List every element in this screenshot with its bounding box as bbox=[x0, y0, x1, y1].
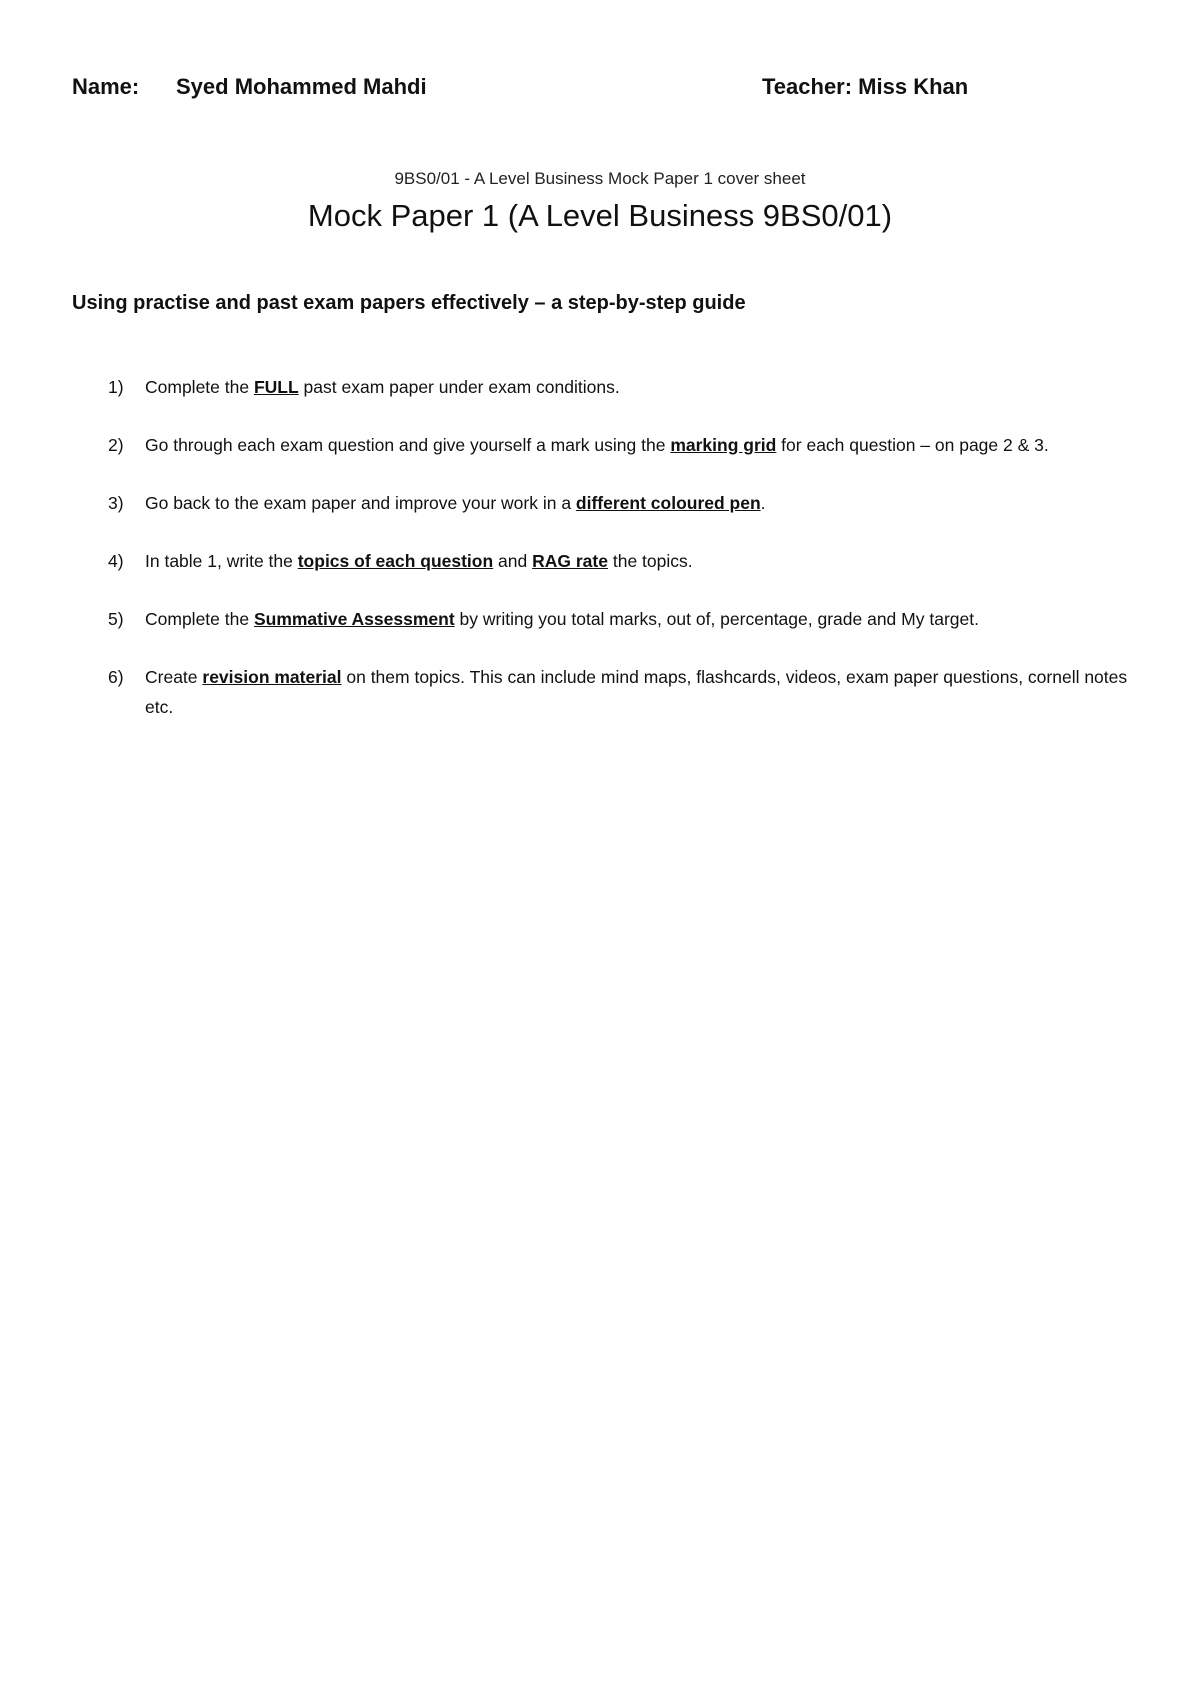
page-title: Mock Paper 1 (A Level Business 9BS0/01) bbox=[307, 198, 893, 233]
step-text: by writing you total marks, out of, percentage, grade and My target. bbox=[454, 609, 979, 629]
step-emphasis: different coloured pen bbox=[575, 493, 761, 513]
step-text: past exam paper under exam conditions. bbox=[298, 377, 620, 397]
step-number: 1) bbox=[108, 377, 124, 397]
list-item bbox=[72, 662, 1132, 722]
step-number: 6) bbox=[108, 667, 124, 687]
step-number: 2) bbox=[108, 435, 124, 455]
step-text: Complete the bbox=[145, 377, 254, 397]
step-emphasis: FULL bbox=[253, 377, 299, 397]
student-name: Syed Mohammed Mahdi bbox=[176, 74, 427, 99]
step-emphasis: RAG rate bbox=[532, 551, 608, 571]
step-number: 4) bbox=[108, 551, 124, 571]
name-label: Name: bbox=[72, 74, 140, 99]
list-item bbox=[72, 488, 1132, 518]
step-text: Create bbox=[145, 667, 203, 687]
step-text: Go through each exam question and give yourself a mark using the bbox=[145, 435, 671, 455]
step-number: 3) bbox=[108, 493, 124, 513]
step-text: Go back to the exam paper and improve your work in a bbox=[145, 493, 576, 513]
cover-sheet-subtitle: 9BS0/01 - A Level Business Mock Paper 1 cover sheet bbox=[394, 169, 806, 188]
step-number: 5) bbox=[108, 609, 124, 629]
step-emphasis: revision material bbox=[202, 667, 342, 687]
step-text: In table 1, write the bbox=[145, 551, 298, 571]
guide-heading: Using practise and past exam papers effectively – a step-by-step guide bbox=[72, 292, 746, 314]
list-item bbox=[72, 372, 1132, 402]
steps-list bbox=[72, 372, 1132, 750]
header-row bbox=[72, 74, 1132, 104]
list-item bbox=[72, 604, 1132, 634]
step-emphasis: marking grid bbox=[670, 435, 777, 455]
step-text: . bbox=[760, 493, 766, 513]
teacher-name: Teacher: Miss Khan bbox=[762, 74, 969, 99]
step-text: on them topics. This can include mind maps, flashcards, videos, exam paper questions, cornell notes etc. bbox=[145, 667, 1128, 717]
step-text: and bbox=[493, 551, 533, 571]
step-emphasis: Summative Assessment bbox=[253, 609, 455, 629]
step-text: the topics. bbox=[607, 551, 693, 571]
step-text: Complete the bbox=[145, 609, 254, 629]
list-item bbox=[72, 546, 1132, 576]
step-emphasis: topics of each question bbox=[297, 551, 494, 571]
list-item bbox=[72, 430, 1132, 460]
step-text: for each question – on page 2 & 3. bbox=[776, 435, 1049, 455]
